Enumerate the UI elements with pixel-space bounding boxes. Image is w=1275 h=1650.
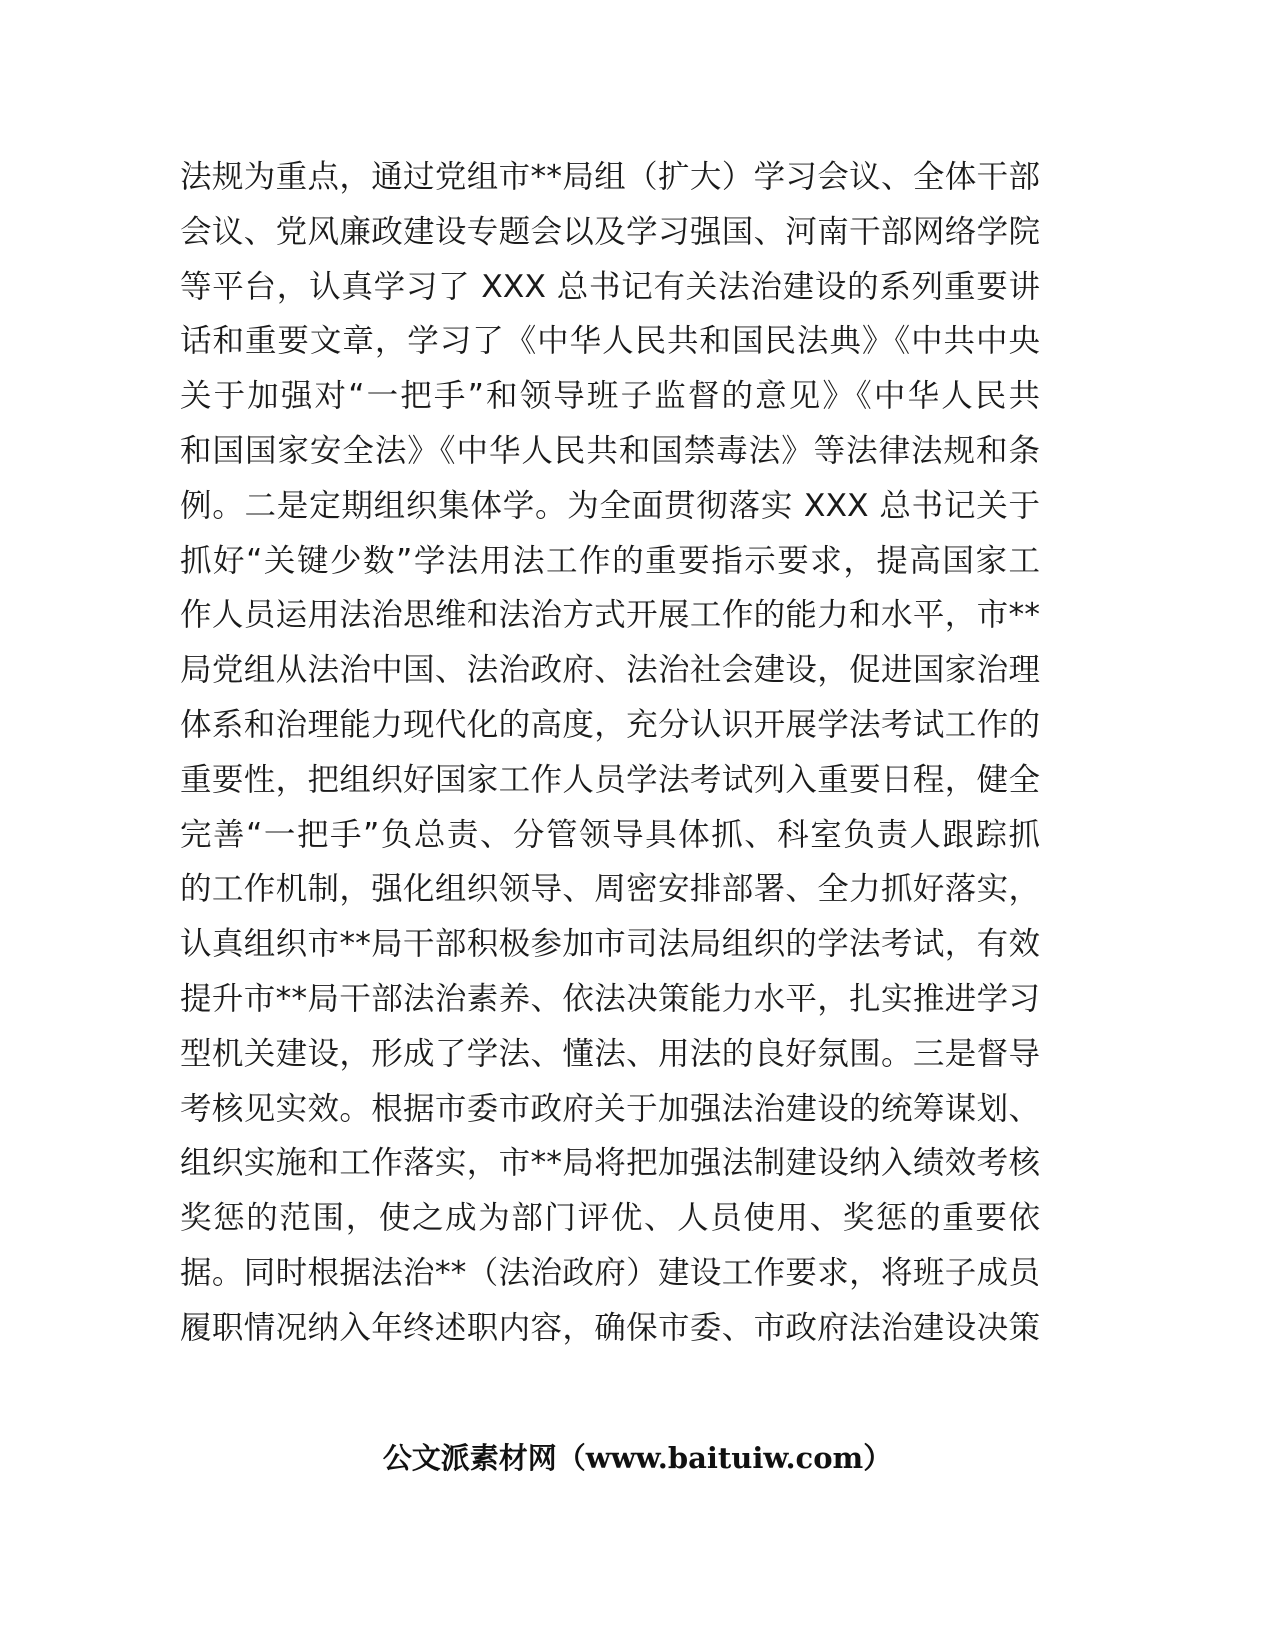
text-line: 履职情况纳入年终述职内容，确保市委、市政府法治建设决策	[180, 1309, 1040, 1346]
text-line: 抓好“关键少数”学法用法工作的重要指示要求，提高国家工	[180, 542, 1040, 579]
text-line: 组织实施和工作落实，市**局将把加强法制建设纳入绩效考核	[180, 1145, 1040, 1182]
text-line: 奖惩的范围，使之成为部门评优、人员使用、奖惩的重要依	[180, 1200, 1040, 1237]
text-line: 话和重要文章，学习了《中华人民共和国民法典》《中共中央	[180, 323, 1040, 360]
body-text	[180, 150, 1040, 1356]
text-line: 体系和治理能力现代化的高度，充分认识开展学法考试工作的	[180, 706, 1040, 743]
text-line: 提升市**局干部法治素养、依法决策能力水平，扎实推进学习	[180, 980, 1040, 1017]
text-line: 重要性，把组织好国家工作人员学法考试列入重要日程，健全	[180, 761, 1040, 798]
text-line: 型机关建设，形成了学法、懂法、用法的良好氛围。三是督导	[180, 1035, 1040, 1072]
text-line: 等平台，认真学习了 XXX 总书记有关法治建设的系列重要讲	[180, 268, 1040, 305]
text-line: 会议、党风廉政建设专题会以及学习强国、河南干部网络学院	[180, 213, 1040, 250]
text-line: 局党组从法治中国、法治政府、法治社会建设，促进国家治理	[180, 652, 1040, 689]
text-line: 法规为重点，通过党组市**局组（扩大）学习会议、全体干部	[180, 159, 1040, 195]
footer-watermark-text: 公文派素材网（www.baituiw.com）	[382, 1441, 893, 1475]
text-line: 考核见实效。根据市委市政府关于加强法治建设的统筹谋划、	[180, 1090, 1040, 1127]
text-line: 例。二是定期组织集体学。为全面贯彻落实 XXX 总书记关于	[180, 487, 1040, 524]
text-line: 完善“一把手”负总责、分管领导具体抓、科室负责人跟踪抓	[180, 816, 1040, 853]
text-line: 认真组织市**局干部积极参加市司法局组织的学法考试，有效	[180, 926, 1040, 963]
text-line: 关于加强对“一把手”和领导班子监督的意见》《中华人民共	[180, 378, 1040, 415]
text-line: 的工作机制，强化组织领导、周密安排部署、全力抓好落实，	[180, 871, 1040, 908]
text-line: 和国国家安全法》《中华人民共和国禁毒法》等法律法规和条	[180, 432, 1040, 469]
text-line: 作人员运用法治思维和法治方式开展工作的能力和水平，市**	[180, 597, 1040, 634]
text-line: 据。同时根据法治**（法治政府）建设工作要求，将班子成员	[180, 1254, 1040, 1291]
